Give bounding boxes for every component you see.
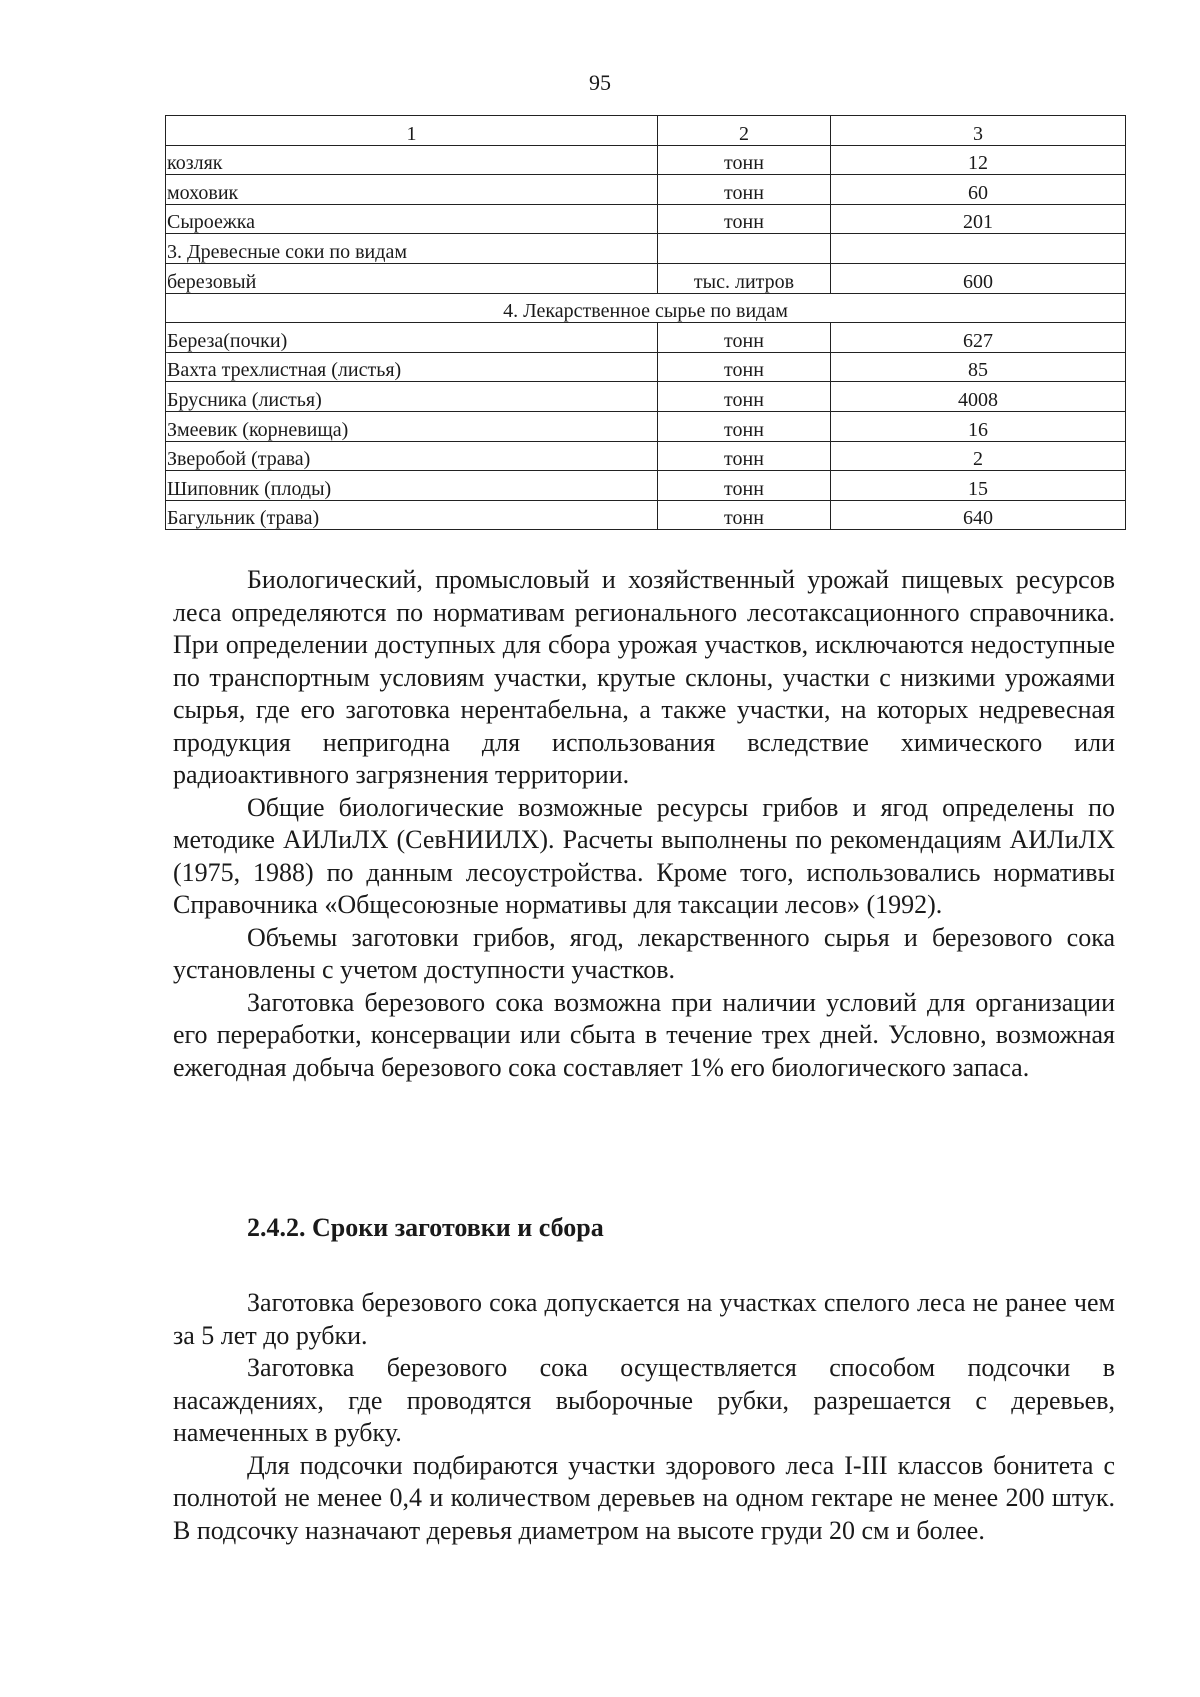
cell-name: березовый	[166, 263, 658, 293]
header-cell: 3	[831, 116, 1126, 146]
cell-unit: тонн	[658, 471, 831, 501]
cell-name: Зверобой (трава)	[166, 441, 658, 471]
cell-unit: тонн	[658, 175, 831, 205]
cell-value: 12	[831, 145, 1126, 175]
cell-value: 640	[831, 500, 1126, 530]
cell-unit: тонн	[658, 441, 831, 471]
table-row	[166, 175, 1126, 205]
cell-name: Брусника (листья)	[166, 382, 658, 412]
cell-value: 627	[831, 323, 1126, 353]
cell-value: 60	[831, 175, 1126, 205]
cell-unit: тонн	[658, 204, 831, 234]
table-row	[166, 145, 1126, 175]
cell-unit: тонн	[658, 145, 831, 175]
table-row	[166, 500, 1126, 530]
table-row	[166, 204, 1126, 234]
table-row	[166, 323, 1126, 353]
cell-name: Вахта трехлистная (листья)	[166, 352, 658, 382]
cell-unit: тонн	[658, 411, 831, 441]
table-header-row	[166, 116, 1126, 146]
paragraph: Биологический, промысловый и хозяйственный урожай пищевых ресурсов леса определяются по нормативам регионального лесотаксационного справочника. При определении доступных для сбора урожая участков, исключаются недоступные по транспортным условиям участки, крутые склоны, участки с низкими урожаями сырья, где его заготовка нерентабельна, а также участки, на которых недревесная продукция непригодна для использования вследствие химического или радиоактивного загрязнения территории.	[173, 565, 1115, 789]
cell-name: козляк	[166, 145, 658, 175]
paragraph: Заготовка березового сока осуществляется способом подсочки в насаждениях, где проводятся выборочные рубки, разрешается с деревьев, намеченных в рубку.	[173, 1353, 1115, 1447]
table-row	[166, 441, 1126, 471]
table-row	[166, 471, 1126, 501]
cell-value: 16	[831, 411, 1126, 441]
cell-unit: тонн	[658, 323, 831, 353]
table-row	[166, 411, 1126, 441]
cell-unit: тыс. литров	[658, 263, 831, 293]
cell-unit	[658, 234, 831, 264]
header-cell: 2	[658, 116, 831, 146]
cell-name: Багульник (трава)	[166, 500, 658, 530]
table-row	[166, 263, 1126, 293]
cell-name: Береза(почки)	[166, 323, 658, 353]
cell-name: Змеевик (корневища)	[166, 411, 658, 441]
cell-name: моховик	[166, 175, 658, 205]
section-row-cell: 4. Лекарственное сырье по видам	[166, 293, 1126, 323]
paragraph: Общие биологические возможные ресурсы грибов и ягод определены по методике АИЛиЛХ (СевНИИЛХ). Расчеты выполнены по рекомендациям АИЛиЛХ (1975, 1988) по данным лесоустройства. Кроме того, использовались нормативы Справочника «Общесоюзные нормативы для таксации лесов» (1992).	[173, 792, 1115, 919]
page-number: 95	[589, 70, 611, 95]
paragraph: Заготовка березового сока допускается на участках спелого леса не ранее чем за 5 лет до рубки.	[173, 1288, 1115, 1350]
table-row	[166, 382, 1126, 412]
cell-value: 85	[831, 352, 1126, 382]
cell-name: Сыроежка	[166, 204, 658, 234]
cell-unit: тонн	[658, 382, 831, 412]
section-heading: 2.4.2. Сроки заготовки и сбора	[247, 1213, 604, 1242]
cell-value: 201	[831, 204, 1126, 234]
cell-unit: тонн	[658, 352, 831, 382]
body-text-lower	[173, 1287, 1115, 1547]
cell-value: 2	[831, 441, 1126, 471]
cell-value: 4008	[831, 382, 1126, 412]
paragraph: Для подсочки подбираются участки здорового леса I-III классов бонитета с полнотой не менее 0,4 и количеством деревьев на одном гектаре не менее 200 штук. В подсочку назначают деревья диаметром на высоте груди 20 см и более.	[173, 1450, 1115, 1545]
table-row	[166, 293, 1126, 323]
cell-name: 3. Древесные соки по видам	[166, 234, 658, 264]
cell-unit: тонн	[658, 500, 831, 530]
resources-table	[165, 115, 1126, 530]
paragraph: Заготовка березового сока возможна при наличии условий для организации его переработки, консервации или сбыта в течение трех дней. Условно, возможная ежегодная добыча березового сока составляет 1% его биологического запаса.	[173, 987, 1115, 1082]
body-text-upper	[173, 564, 1115, 1084]
table-row	[166, 352, 1126, 382]
cell-value: 600	[831, 263, 1126, 293]
cell-name: Шиповник (плоды)	[166, 471, 658, 501]
cell-value	[831, 234, 1126, 264]
header-cell: 1	[166, 116, 658, 146]
table-row	[166, 234, 1126, 264]
cell-value: 15	[831, 471, 1126, 501]
paragraph: Объемы заготовки грибов, ягод, лекарственного сырья и березового сока установлены с учетом доступности участков.	[173, 922, 1115, 984]
